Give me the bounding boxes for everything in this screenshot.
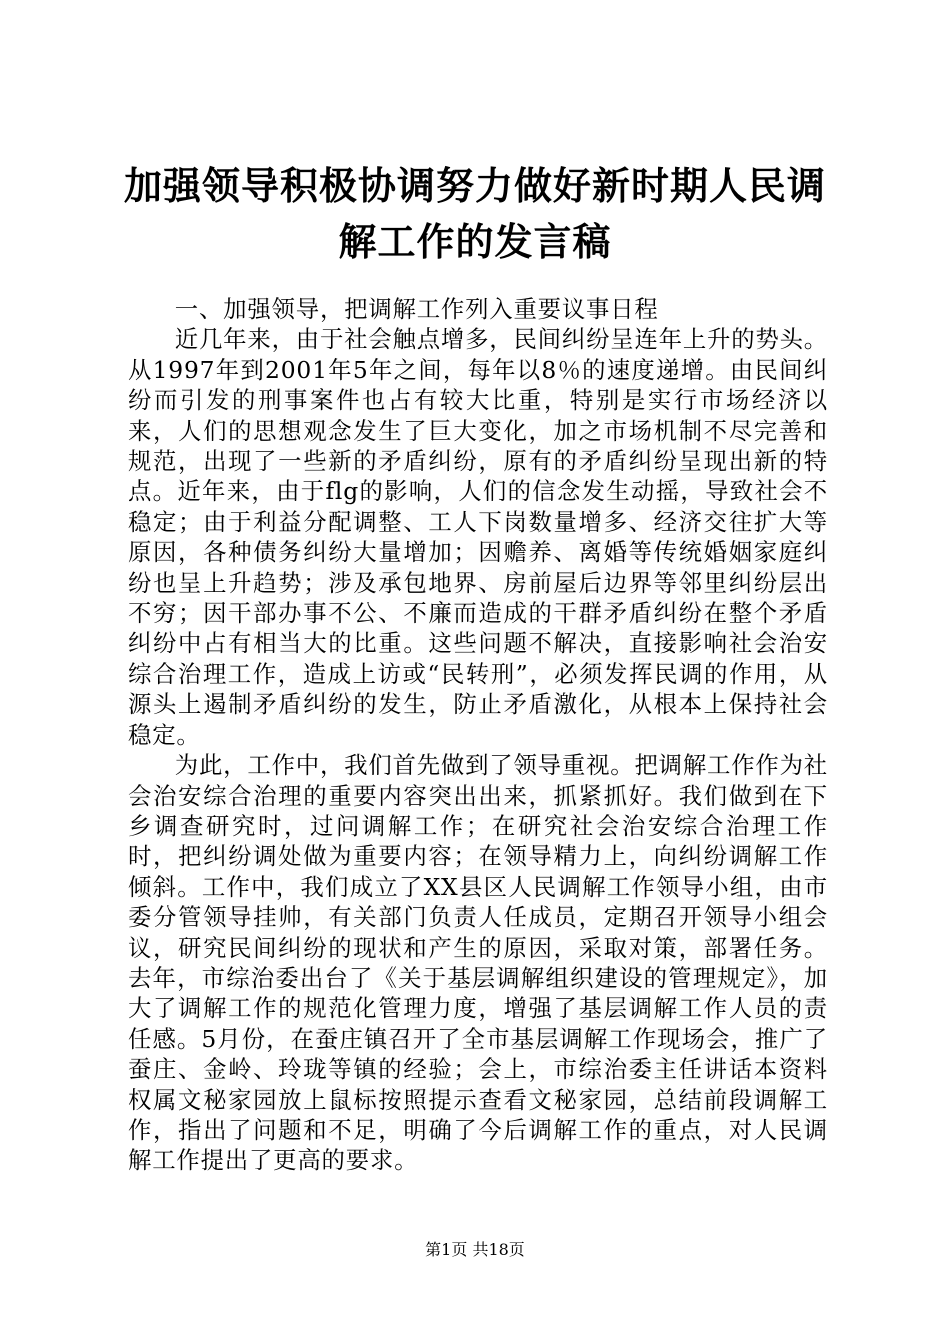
section-heading: 一、加强领导，把调解工作列入重要议事日程 <box>174 295 659 323</box>
document-title: 加强领导积极协调努力做好新时期人民调解工作的发言稿 <box>123 163 826 264</box>
page-number: 第1页 共18页 <box>425 1240 525 1259</box>
paragraph-2: 为此，工作中，我们首先做到了领导重视。把调解工作作为社会治安综合治理的重要内容突出出来，抓紧抓好。我们做到在下乡调查研究时，过问调解工作；在研究社会治安综合治理工作时，把纠纷调处做为重要内容；在领导精力上，向纠纷调解工作倾斜。工作中，我们成立了XX县区人民调解工作领导小组，由市委分管领导挂帅，有关部门负责人任成员，定期召开领导小组会议，研究民间纠纷的现状和产生的原因，采取对策，部署任务。去年，市综治委出台了《关于基层调解组织建设的管理规定》，加大了调解工作的规范化管理力度，增强了基层调解工作人员的责任感。5月份，在蚕庄镇召开了全市基层调解工作现场会，推广了蚕庄、金岭、玲珑等镇的经验；会上，市综治委主任讲话本资料权属文秘家园放上鼠标按照提示查看文秘家园，总结前段调解工作，指出了问题和不足，明确了今后调解工作的重点，对人民调解工作提出了更高的要求。 <box>128 751 828 1175</box>
paragraph-1: 近几年来，由于社会触点增多，民间纠纷呈连年上升的势头。从1997年到2001年5年之间，每年以8％的速度递增。由民间纠纷而引发的刑事案件也占有较大比重，特别是实行市场经济以来，人们的思想观念发生了巨大变化，加之市场机制不尽完善和规范，出现了一些新的矛盾纠纷，原有的矛盾纠纷呈现出新的特点。近年来，由于flg的影响，人们的信念发生动摇，导致社会不稳定；由于利益分配调整、工人下岗数量增多、经济交往扩大等原因，各种债务纠纷大量增加；因赡养、离婚等传统婚姻家庭纠纷也呈上升趋势；涉及承包地界、房前屋后边界等邻里纠纷层出不穷；因干部办事不公、不廉而造成的干群矛盾纠纷在整个矛盾纠纷中占有相当大的比重。这些问题不解决，直接影响社会治安综合治理工作，造成上访或“民转刑”，必须发挥民调的作用，从源头上遏制矛盾纠纷的发生，防止矛盾激化，从根本上保持社会稳定。 <box>128 325 828 749</box>
document-body <box>128 294 828 1176</box>
